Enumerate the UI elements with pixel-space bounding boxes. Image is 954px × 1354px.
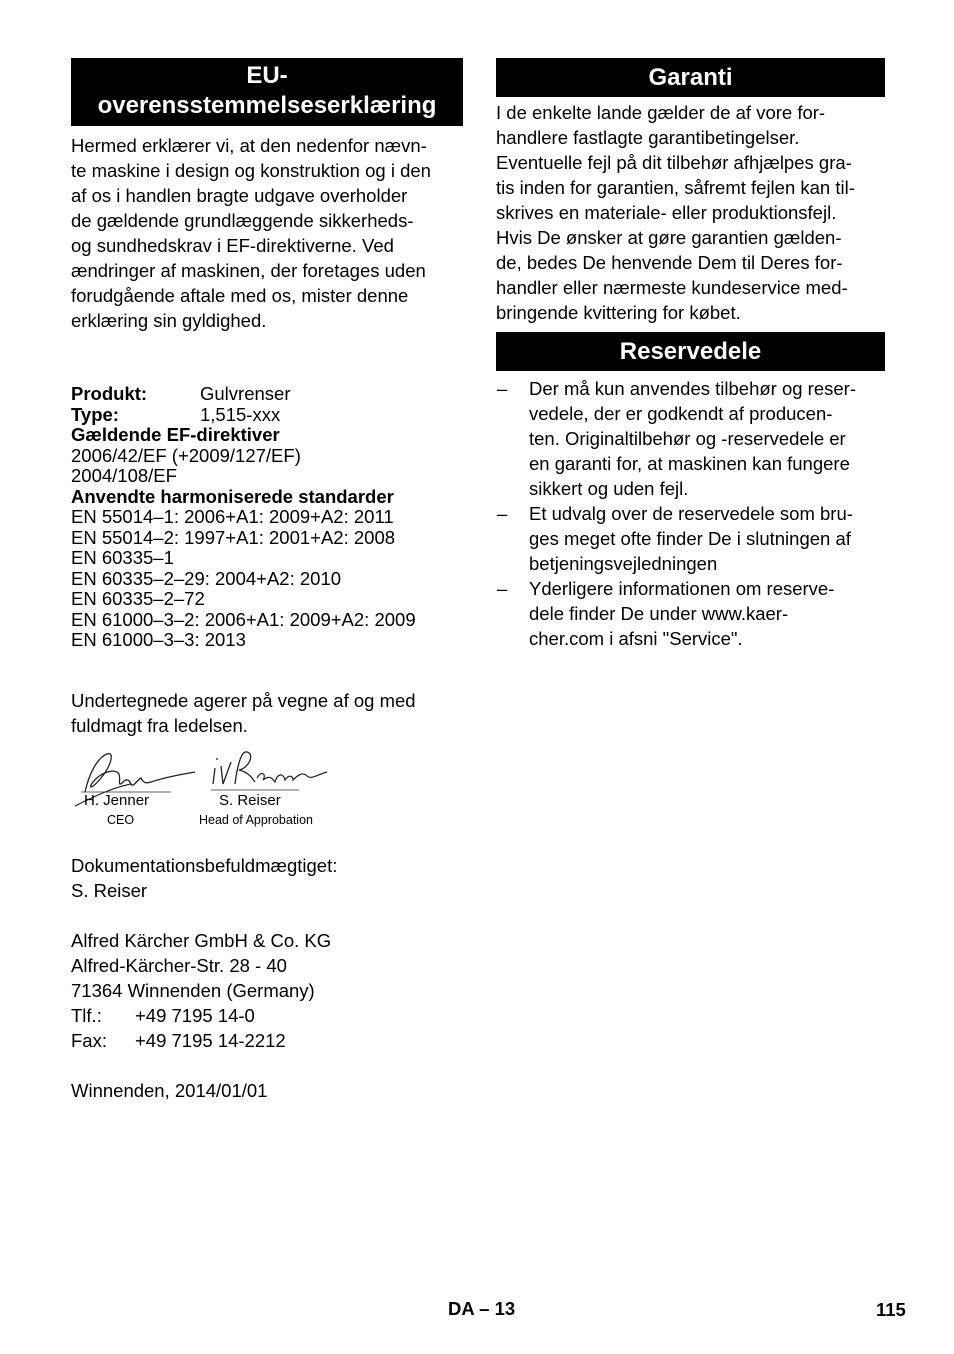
company-city: 71364 Winnenden (Germany): [71, 979, 315, 1001]
footer-section: DA – 13: [448, 1298, 516, 1319]
standard-item: EN 61000–3–2: 2006+A1: 2009+A2: 2009: [71, 608, 416, 630]
type-label: Type:: [71, 403, 119, 425]
standard-item: EN 55014–1: 2006+A1: 2009+A2: 2011: [71, 506, 394, 527]
doc-agent-name: S. Reiser: [71, 879, 148, 901]
page-number: 115: [876, 1299, 906, 1320]
warranty-heading: Garanti: [496, 58, 885, 97]
standard-item: EN 55014–2: 1997+A1: 2001+A2: 2008: [71, 526, 396, 548]
standard-item: EN 60335–2–29: 2004+A2: 2010: [71, 567, 342, 589]
dash-bullet: –: [497, 578, 508, 599]
signature-block: [71, 744, 463, 864]
standard-item: EN 60335–1: [71, 547, 174, 568]
declaration-intro: Hermed erklærer vi, at den nedenfor nævn- te maskine i design og konstruktion og i den af os i handlen bragte udgave overholder de gældende grundlæggende sikkerheds- og sundhedskrav i EF-direktiverne. Ved ændringer af maskinen, der foretages uden forudgående aftale med os, mister denne erklæring sin gyldighed.: [71, 135, 431, 331]
list-item-text: Et udvalg over de reservedele som bru- ges meget ofte finder De i slutningen af betjeningsvejledningen: [529, 503, 853, 574]
phone-value: +49 7195 14-0: [135, 1004, 255, 1026]
signatory-text: Undertegnede agerer på vegne af og med fuldmagt fra ledelsen.: [71, 689, 416, 736]
spare-parts-heading: Reservedele: [496, 332, 885, 371]
type-value: 1,515-xxx: [200, 403, 281, 425]
signer-role: CEO: [107, 812, 135, 827]
warranty-text: I de enkelte lande gælder de af vore for- handlere fastlagte garantibetingelser. Eventuelle fejl på dit tilbehør afhjælpes gra- tis inden for garantien, såfremt fejlen kan til- skrives en materiale- eller produktionsfejl. Hvis De ønsker at gøre garantien gælden- de, bedes De henvende Dem til Deres for- handler eller nærmeste kundeservice med- bringende kvittering for købet.: [496, 102, 855, 323]
declaration-column: [71, 58, 463, 1103]
dash-bullet: –: [497, 503, 508, 524]
company-name: Alfred Kärcher GmbH & Co. KG: [71, 929, 332, 951]
company-address: [71, 928, 463, 1053]
standards-heading: Anvendte harmoniserede standarder: [71, 485, 394, 507]
directives-heading: Gældende EF-direktiver: [71, 424, 280, 445]
list-item-text: Der må kun anvendes tilbehør og reser- vedele, der er godkendt af producen- ten. Originaltilbehør og -reservedele er en garanti for, at maskinen kan fungere sikkert og uden fejl.: [529, 378, 856, 499]
dash-bullet: –: [497, 378, 508, 399]
list-item: [496, 501, 885, 576]
warranty-column: [496, 58, 885, 651]
signer-name: H. Jenner: [84, 791, 150, 809]
standard-item: EN 61000–3–3: 2013: [71, 629, 246, 650]
company-street: Alfred-Kärcher-Str. 28 - 40: [71, 954, 287, 976]
place-date: Winnenden, 2014/01/01: [71, 1079, 268, 1101]
product-label: Produkt:: [71, 383, 148, 404]
product-value: Gulvrenser: [200, 383, 291, 404]
fax-label: Fax:: [71, 1029, 107, 1051]
list-item-text: Yderligere informationen om reserve- dele finder De under www.kaer- cher.com i afsni "Service".: [529, 578, 835, 649]
directive-item: 2006/42/EF (+2009/127/EF): [71, 444, 301, 466]
phone-label: Tlf.:: [71, 1004, 102, 1026]
spare-parts-list: [496, 376, 885, 651]
list-item: [496, 576, 885, 651]
declaration-heading: EU- overensstemmelseserklæring: [71, 58, 463, 126]
signer-name: S. Reiser: [219, 791, 281, 809]
product-spec: [71, 384, 463, 651]
signer-role: Head of Approbation: [199, 812, 313, 827]
list-item: [496, 376, 885, 501]
fax-value: +49 7195 14-2212: [135, 1029, 286, 1051]
standard-item: EN 60335–2–72: [71, 588, 205, 609]
directive-item: 2004/108/EF: [71, 465, 177, 486]
doc-agent-label: Dokumentationsbefuldmægtiget:: [71, 854, 338, 876]
